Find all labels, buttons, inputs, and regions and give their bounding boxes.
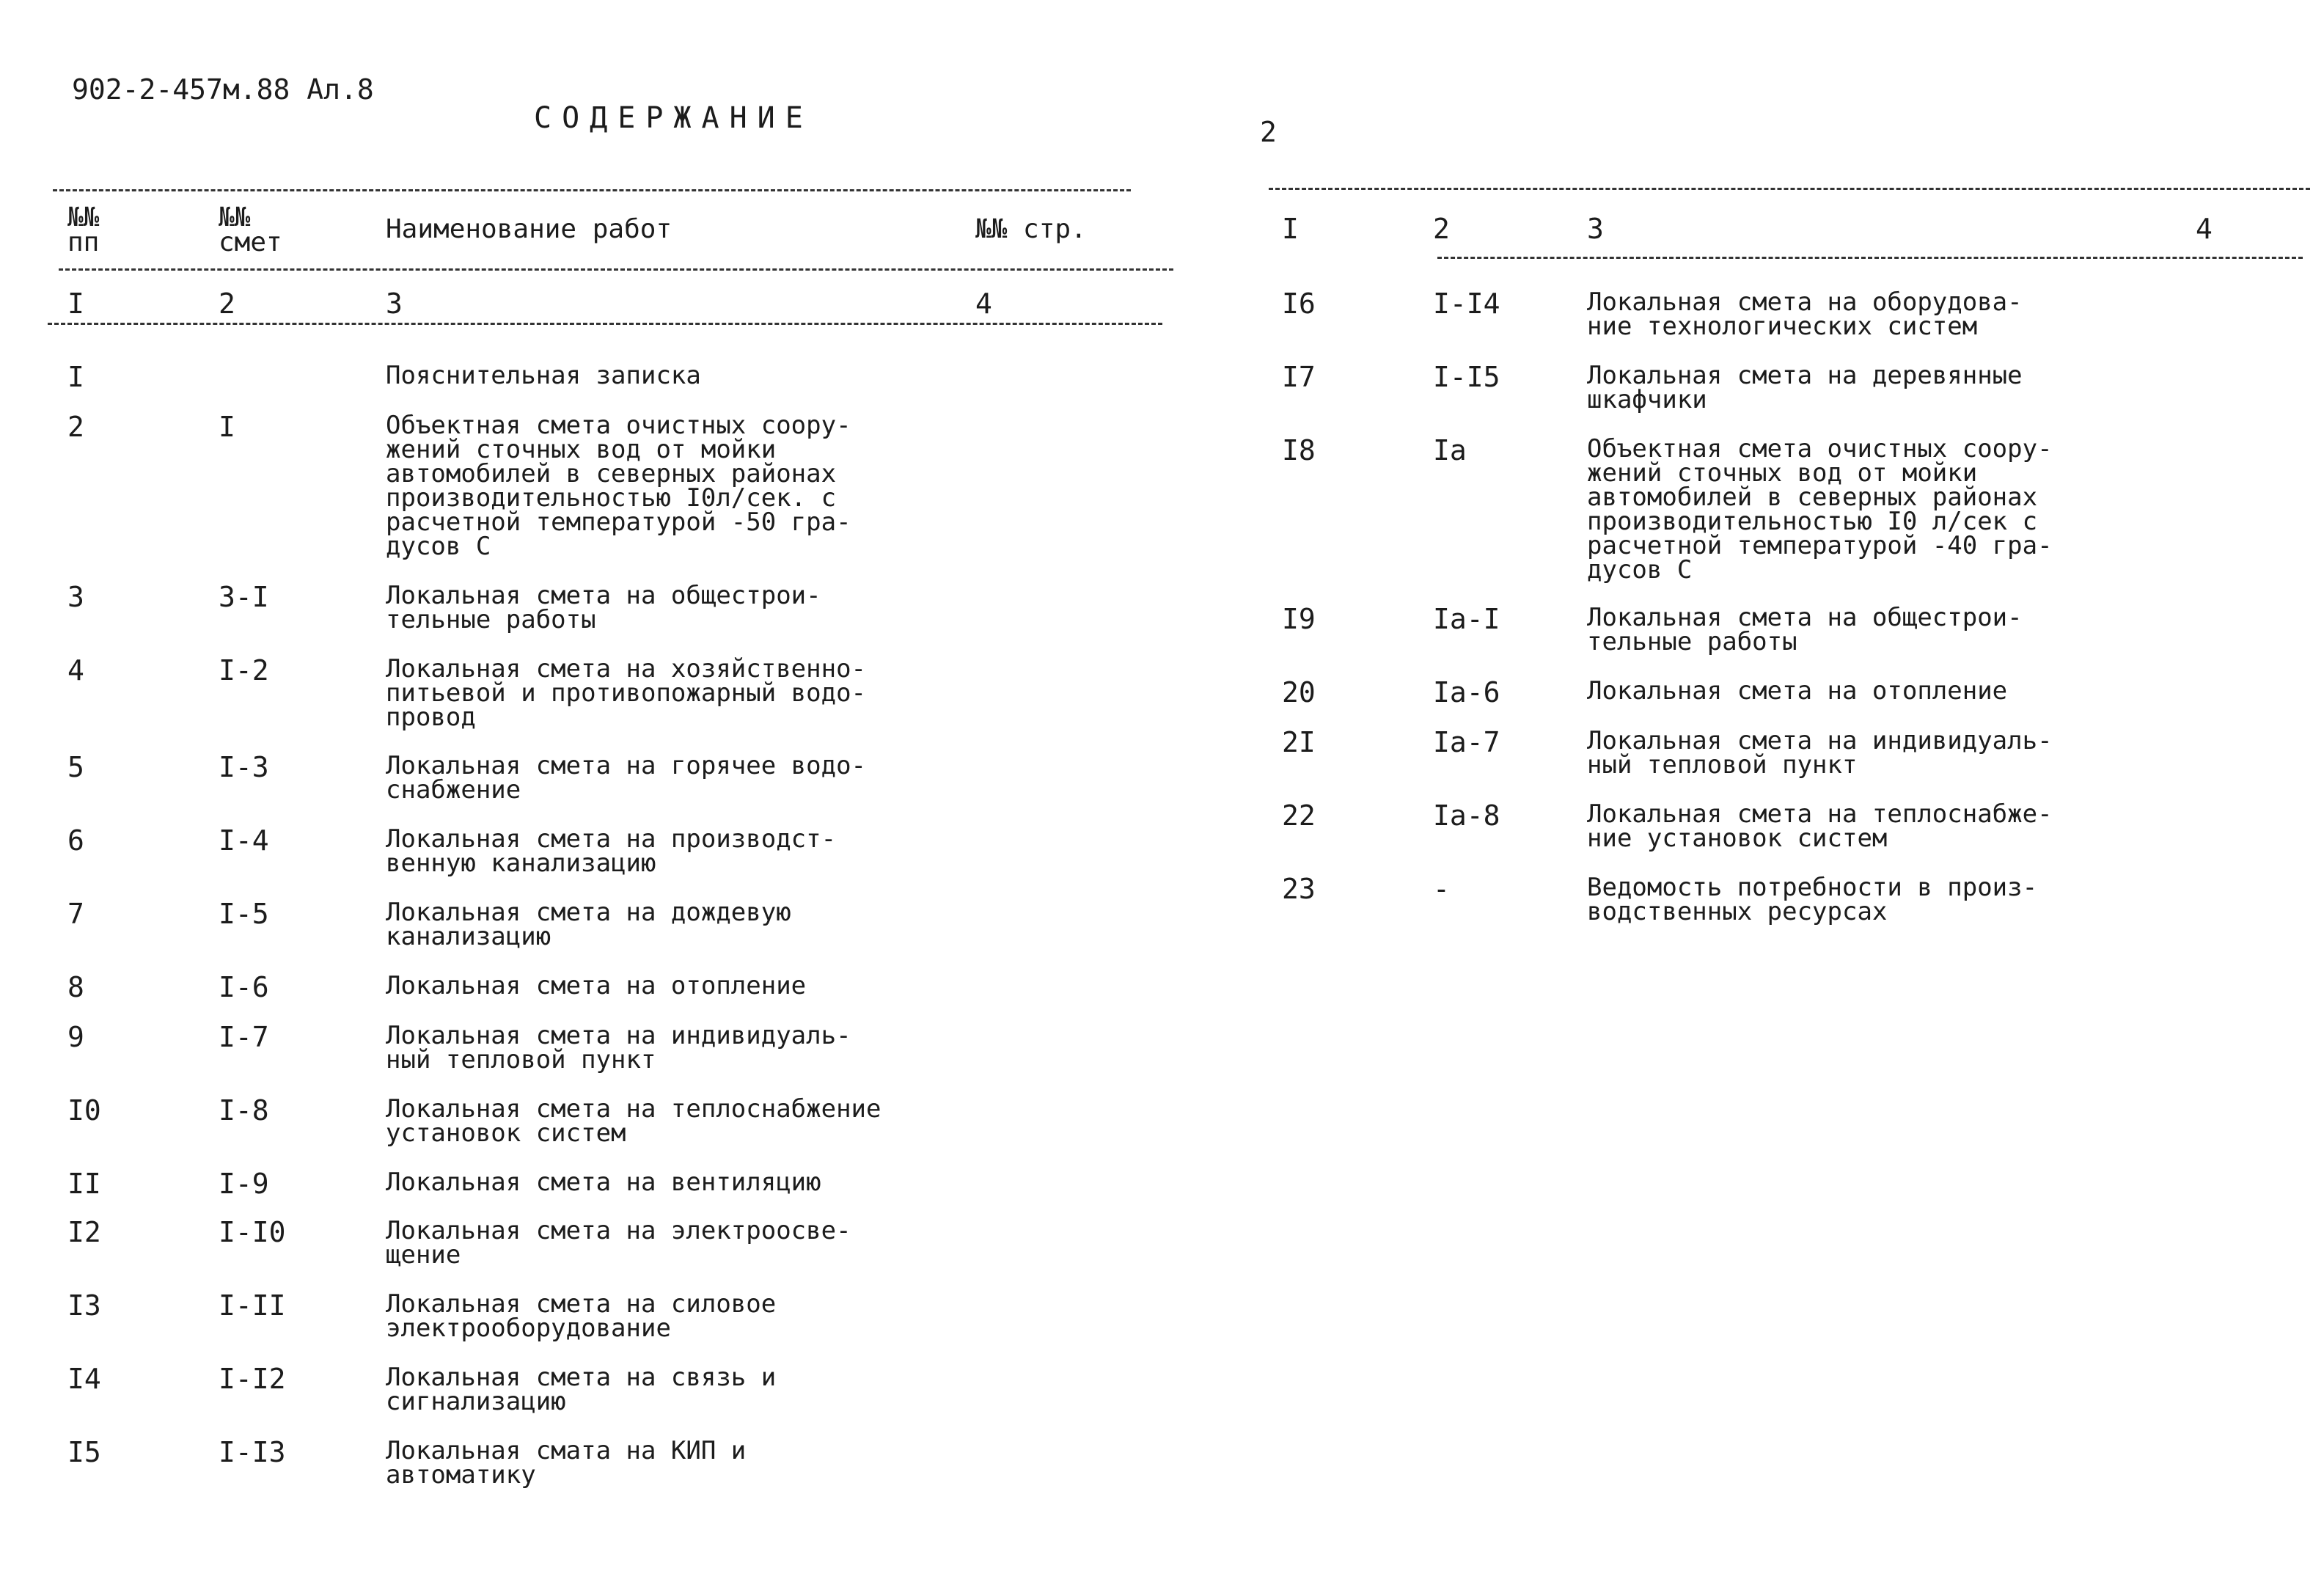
header-estimate-number: №№ смет [219,202,282,257]
estimate-number: I-2 [219,654,269,686]
row-number: 20 [1282,676,1316,708]
estimate-number: I [219,411,235,443]
estimate-number: 3-I [219,581,269,613]
row-number: I0 [67,1094,101,1127]
work-name: Объектная смета очистных соору- жений сточных вод от мойки автомобилей в северных районах производительностью I0 л/сек с расчетной температурой -40 гра- дусов С [1587,434,2053,585]
work-name: Локальная смета на горячее водо- снабжение [386,751,867,805]
estimate-number: Iа-I [1433,603,1500,635]
right-colnum-4: 4 [2196,213,2213,245]
row-number: 6 [67,824,84,857]
work-name: Локальная смета на индивидуаль- ный тепловой пункт [386,1021,851,1074]
work-name: Локальная смета на теплоснабжение установок систем [386,1094,881,1148]
right-colnum-3: 3 [1587,213,1604,245]
left-colnum-1: I [67,288,84,320]
work-name: Локальная смета на теплоснабже- ние установок систем [1587,799,2053,853]
right-colnum-rule [1437,257,2303,259]
work-name: Локальная смета на связь и сигнализацию [386,1363,777,1416]
estimate-number: I-6 [219,971,269,1003]
work-name: Локальная смета на силовое электрооборудование [386,1289,777,1343]
estimate-number: I-8 [219,1094,269,1127]
estimate-number: I-I2 [219,1363,286,1395]
estimate-number: I-II [219,1289,286,1322]
row-number: 3 [67,581,84,613]
estimate-number: I-9 [219,1168,269,1200]
work-name: Локальная смета на отопление [386,971,807,1000]
row-number: 2 [67,411,84,443]
estimate-number: I-3 [219,751,269,783]
estimate-number: I-I0 [219,1216,286,1248]
row-number: 8 [67,971,84,1003]
work-name: Локальная смета на отопление [1587,676,2008,706]
estimate-number: I-7 [219,1021,269,1053]
document-code: 902-2-457м.88 Ал.8 [72,73,374,106]
estimate-number: Iа [1433,434,1467,466]
work-name: Локальная смета на общестрои- тельные работы [1587,603,2023,656]
work-name: Локальная смета на деревянные шкафчики [1587,361,2023,414]
work-name: Ведомость потребности в произ- водственных ресурсах [1587,873,2038,926]
work-name: Локальная смета на вентиляцию [386,1168,821,1197]
left-colnum-4: 4 [975,288,992,320]
estimate-number: I-I4 [1433,288,1500,320]
estimate-number: I-5 [219,898,269,930]
estimate-number: I-I3 [219,1436,286,1468]
estimate-number: Iа-6 [1433,676,1500,708]
page-title: СОДЕРЖАНИЕ [534,101,813,135]
row-number: I8 [1282,434,1316,466]
row-number: 9 [67,1021,84,1053]
left-colnum-2: 2 [219,288,235,320]
work-name: Объектная смета очистных соору- жений сточных вод от мойки автомобилей в северных районах производительностью I0л/сек. с расчетной температурой -50 гра- дусов С [386,411,851,561]
row-number: 5 [67,751,84,783]
row-number: I [67,361,84,393]
work-name: Локальная смета на производст- венную канализацию [386,824,837,878]
page-number: 2 [1260,116,1277,148]
work-name: Локальная смата на КИП и автоматику [386,1436,747,1490]
row-number: I4 [67,1363,101,1395]
left-colnum-rule [48,323,1162,325]
row-number: 22 [1282,799,1316,832]
row-number: I2 [67,1216,101,1248]
work-name: Локальная смета на хозяйственно- питьевой и противопожарный водо- провод [386,654,867,732]
estimate-number: I-I5 [1433,361,1500,393]
left-header-rule [59,268,1173,271]
estimate-number: - [1433,873,1450,905]
estimate-number: Iа-7 [1433,726,1500,758]
right-top-rule [1269,188,2310,190]
row-number: I5 [67,1436,101,1468]
header-page-number: №№ стр. [975,214,1087,244]
row-number: I3 [67,1289,101,1322]
row-number: I7 [1282,361,1316,393]
work-name: Локальная смета на электроосве- щение [386,1216,851,1270]
row-number: 2I [1282,726,1316,758]
header-row-number: №№ пп [67,202,100,257]
estimate-number: Iа-8 [1433,799,1500,832]
right-colnum-2: 2 [1433,213,1450,245]
work-name: Локальная смета на индивидуаль- ный тепловой пункт [1587,726,2053,780]
work-name: Пояснительная записка [386,361,701,390]
row-number: 4 [67,654,84,686]
work-name: Локальная смета на оборудова- ние технологических систем [1587,288,2023,341]
right-colnum-1: I [1282,213,1299,245]
row-number: II [67,1168,101,1200]
row-number: I9 [1282,603,1316,635]
left-colnum-3: 3 [386,288,403,320]
work-name: Локальная смета на дождевую канализацию [386,898,791,951]
row-number: 7 [67,898,84,930]
header-work-name: Наименование работ [386,214,672,244]
work-name: Локальная смета на общестрои- тельные работы [386,581,821,634]
row-number: 23 [1282,873,1316,905]
row-number: I6 [1282,288,1316,320]
estimate-number: I-4 [219,824,269,857]
left-top-rule [53,189,1131,191]
